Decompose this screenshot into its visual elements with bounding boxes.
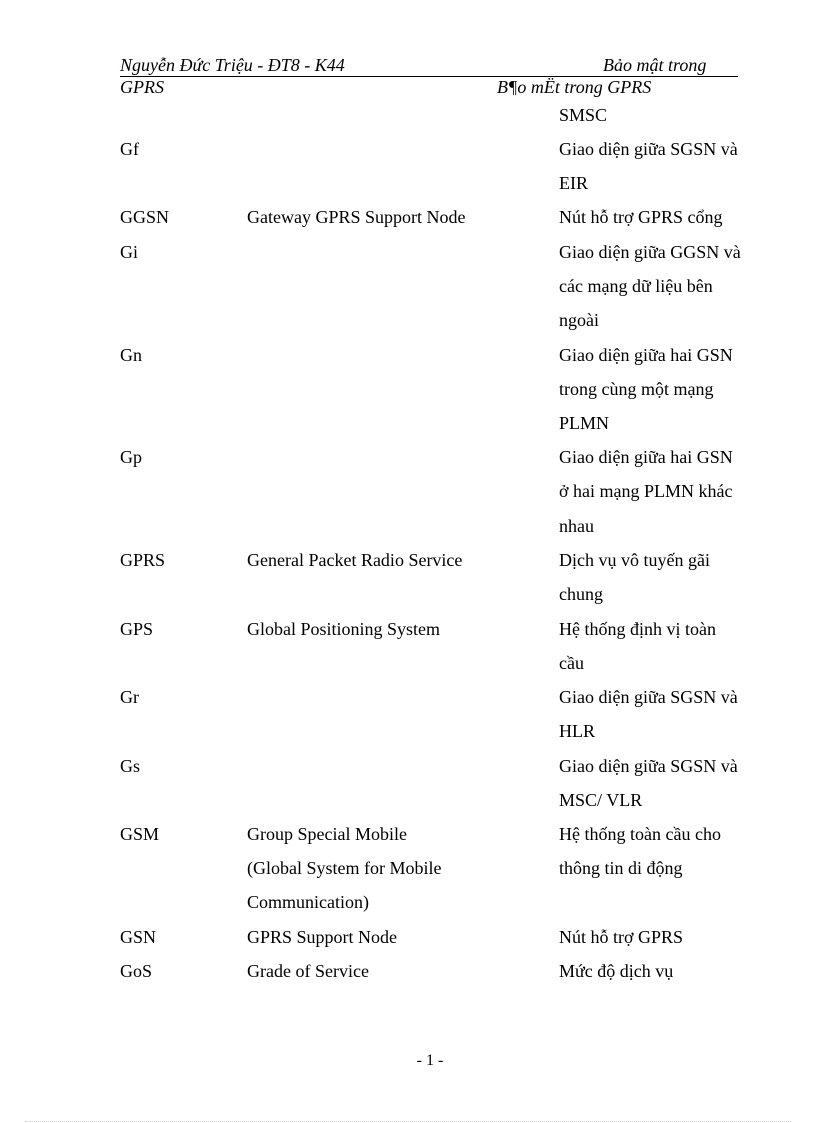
abbreviation: GSM (120, 824, 160, 844)
full-name: Gateway GPRS Support Node (247, 207, 466, 227)
definition-line: Nút hỗ trợ GPRS (559, 927, 684, 947)
full-name: Group Special Mobile (247, 824, 407, 844)
header-author: Nguyễn Đức Triệu - ĐT8 - K44 (120, 55, 345, 75)
full-name: Grade of Service (247, 961, 369, 981)
abbreviation: Gf (120, 139, 139, 159)
definition-line: Giao diện giữa SGSN và (559, 687, 738, 707)
definition-line: Hệ thống toàn cầu cho (559, 824, 721, 844)
definition-line: trong cùng một mạng (559, 379, 714, 399)
abbreviation: GSN (120, 927, 157, 947)
definition-line: Giao diện giữa SGSN và (559, 139, 738, 159)
full-name: General Packet Radio Service (247, 550, 463, 570)
abbreviation: GGSN (120, 207, 170, 227)
abbreviation: Gs (120, 756, 141, 776)
definition-line: Giao diện giữa hai GSN (559, 447, 733, 467)
definition-line: Hệ thống định vị toàn (559, 619, 716, 639)
abbreviation: GPRS (120, 550, 166, 570)
abbreviation: Gr (120, 687, 139, 707)
abbreviation: GPS (120, 619, 154, 639)
abbreviation: Gi (120, 242, 138, 262)
definition-line: nhau (559, 516, 594, 536)
definition-line: ngoài (559, 310, 599, 330)
page-bottom-divider (25, 1121, 791, 1122)
definition-line: MSC/ VLR (559, 790, 643, 810)
definition-line: thông tin di động (559, 858, 683, 878)
definition-line: Nút hỗ trợ GPRS cổng (559, 207, 723, 227)
definition-line: EIR (559, 173, 588, 193)
definition-line: Giao diện giữa hai GSN (559, 345, 733, 365)
definition-line: ở hai mạng PLMN khác (559, 481, 733, 501)
definition-line: SMSC (559, 105, 608, 125)
header-garbled-title: B¶o mËt trong GPRS (497, 77, 652, 97)
abbreviation: Gp (120, 447, 142, 467)
definition-line: PLMN (559, 413, 610, 433)
definition-line: các mạng dữ liệu bên (559, 276, 713, 296)
definition-line: Giao diện giữa SGSN và (559, 756, 738, 776)
header-title-part2: GPRS (120, 77, 164, 97)
definition-line: Dịch vụ vô tuyến gãi (559, 550, 710, 570)
full-name: (Global System for Mobile (247, 858, 442, 878)
abbreviation: Gn (120, 345, 142, 365)
definition-line: Mức độ dịch vụ (559, 961, 674, 981)
full-name: Global Positioning System (247, 619, 441, 639)
definition-line: HLR (559, 721, 595, 741)
definition-line: chung (559, 584, 603, 604)
abbreviation: GoS (120, 961, 153, 981)
page-number: - 1 - (416, 1052, 444, 1069)
definition-line: cầu (559, 653, 584, 673)
header-title-part1: Bảo mật trong (603, 55, 707, 75)
definition-line: Giao diện giữa GGSN và (559, 242, 741, 262)
full-name: GPRS Support Node (247, 927, 398, 947)
full-name: Communication) (247, 892, 369, 912)
